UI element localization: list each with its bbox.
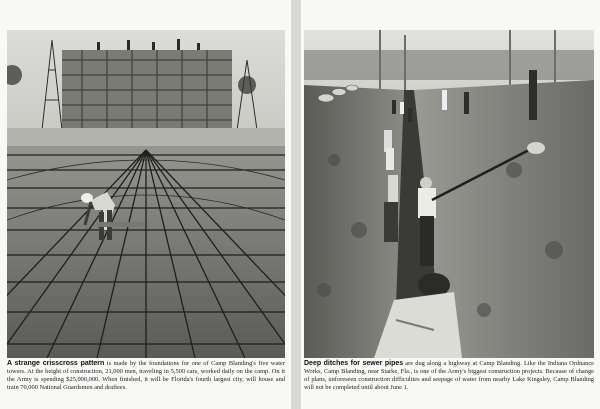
left-page [0,0,291,409]
sewer-ditch-diggers-photo [304,30,594,358]
rebar-photo-illustration [7,30,285,358]
ditch-photo-illustration [304,30,594,358]
right-caption-body: are dug along a highway at Camp Blanding. Like the Indiana Ordnance Works, Camp Blanding, near Starke, Fla., is one of the Army's biggest construction projects. Because of change of plans, unforeseen construction difficulties and seepage of water from nearby Lake Kingsley, Camp Blanding will not be completed until about June 1. [304,360,594,392]
left-caption [7,360,285,392]
left-caption-lead: A strange crisscross pattern [7,360,105,367]
water-tower-formwork [42,39,257,130]
rebar-grid-foundation-photo [7,30,285,358]
right-caption [304,360,594,392]
left-caption-body: is made by the foundations for one of Camp Blanding's five water towers. At the height of construction, 21,000 men, traveling in 5,500 cars, worked daily on the camp. On it the Army is spending $25,000,000. When finished, it will be Florida's fourth largest city, will house and train 70,000 National Guardsmen and draftees. [7,360,285,392]
right-page [301,0,600,409]
page-gutter [291,0,301,409]
right-caption-lead: Deep ditches for sewer pipes [304,360,404,367]
